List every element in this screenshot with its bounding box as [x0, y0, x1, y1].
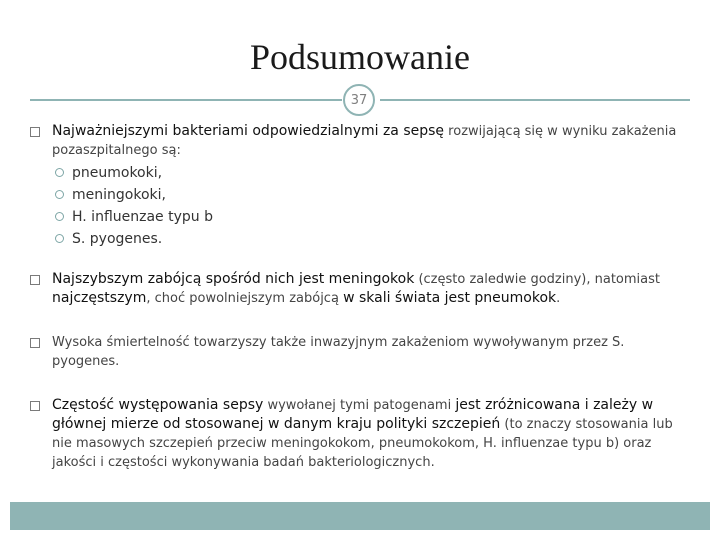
bullet-item — [30, 122, 690, 250]
sub-list — [52, 162, 690, 250]
bullet-text: , choć powolniejszym zabójcą — [146, 291, 344, 306]
circle-bullet-icon — [55, 234, 64, 243]
sub-list-item — [52, 206, 690, 228]
sub-list-item — [52, 162, 690, 184]
slide-content — [30, 122, 690, 472]
circle-bullet-icon — [55, 168, 64, 177]
title-divider-left — [30, 99, 342, 101]
circle-bullet-icon — [55, 212, 64, 221]
sub-list-text: S. pyogenes. — [72, 231, 163, 247]
bullet-text: Najważniejszymi bakteriami odpowiedzialnymi za sepsę — [52, 123, 445, 139]
title-divider-right — [380, 99, 690, 101]
bullet-text: (często zaledwie godziny), natomiast — [414, 272, 660, 287]
bullet-text: jest zróżnicowana i zależy w głównej mierze od stosowanej w danym kraju polityki szczepień — [52, 397, 654, 432]
circle-bullet-icon — [55, 190, 64, 199]
footer-bar — [10, 502, 710, 530]
bullet-text: Wysoka śmiertelność towarzyszy także inwazyjnym zakażeniom wywoływanym przez S. pyogenes. — [52, 335, 625, 369]
bullet-text: wywołanej tymi patogenami — [263, 398, 456, 413]
sub-list-text: meningokoki, — [72, 187, 166, 203]
square-bullet-icon — [30, 275, 40, 285]
bullet-item — [30, 396, 690, 472]
page-number-badge: 37 — [343, 84, 375, 116]
bullet-text: rozwijającą się w wyniku zakażenia pozaszpitalnego są: — [52, 124, 677, 158]
slide-title: Podsumowanie — [250, 37, 470, 77]
sub-list-item — [52, 184, 690, 206]
square-bullet-icon — [30, 401, 40, 411]
bullet-text: najczęstszym — [52, 290, 147, 306]
bullet-item — [30, 333, 690, 371]
bullet-text: Częstość występowania sepsy — [52, 397, 264, 413]
bullet-text: w skali świata jest pneumokok — [343, 290, 557, 306]
bullet-text: Najszybszym zabójcą spośród nich jest meningokok — [52, 271, 415, 287]
bullet-item — [30, 270, 690, 308]
bullet-text: (to znaczy stosowania lub nie masowych szczepień przeciw meningokokom, pneumokokom, H. influenzae typu b) oraz jakości i częstości wykonywania badań bakteriologicznych. — [52, 417, 673, 470]
bullet-text: . — [556, 291, 561, 306]
sub-list-item — [52, 228, 690, 250]
square-bullet-icon — [30, 338, 40, 348]
sub-list-text: pneumokoki, — [72, 165, 163, 181]
sub-list-text: H. influenzae typu b — [72, 209, 213, 225]
square-bullet-icon — [30, 127, 40, 137]
